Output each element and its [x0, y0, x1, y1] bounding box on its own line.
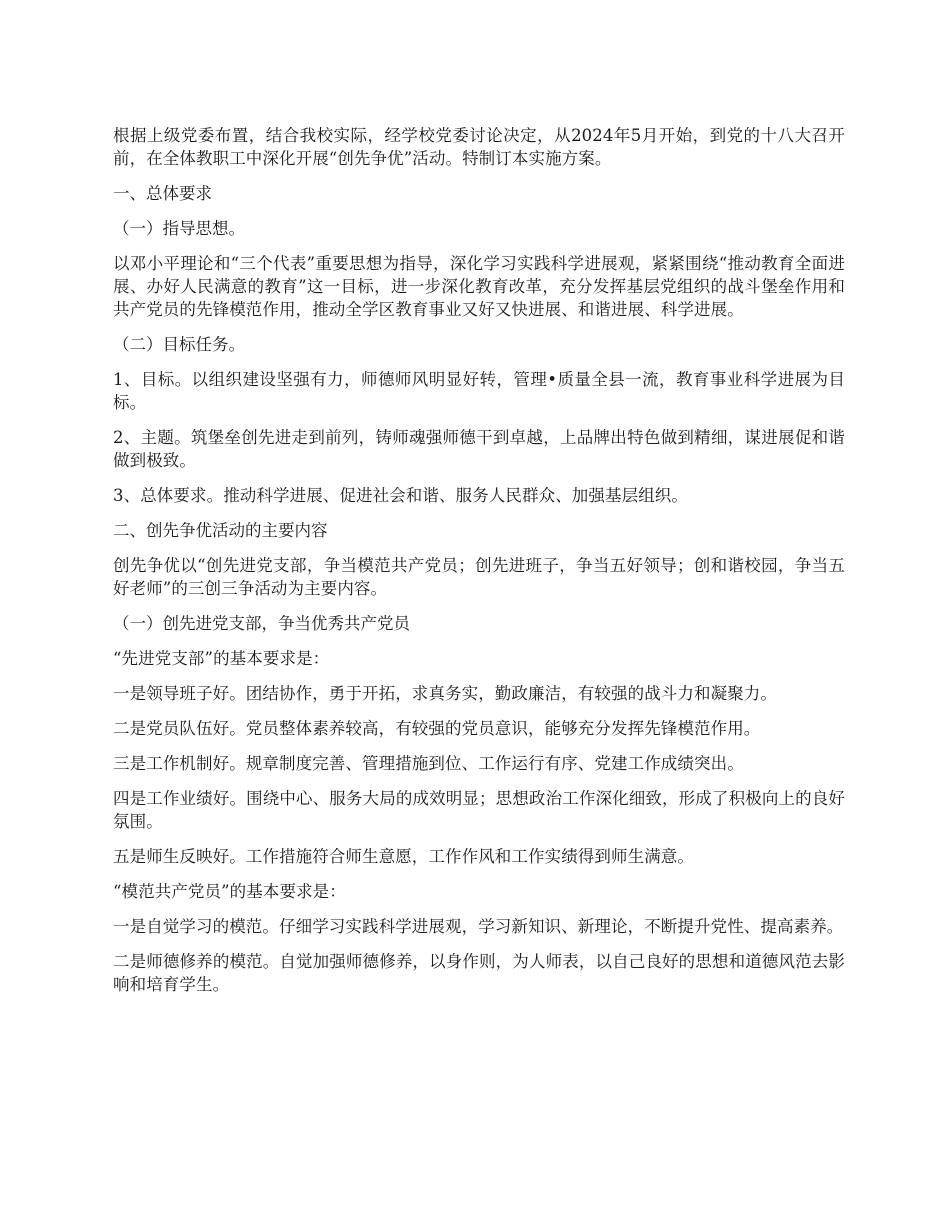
- branch-requirement-5: 五是师生反映好。工作措施符合师生意愿，工作作风和工作实绩得到师生满意。: [113, 847, 694, 866]
- document-page: [113, 124, 845, 1008]
- branch-requirement-4: 四是工作业绩好。围绕中心、服务大局的成效明显；思想政治工作深化细致，形成了积极向上的良好氛围。: [113, 789, 845, 831]
- section-2-title: 二、创先争优活动的主要内容: [113, 521, 328, 540]
- goal-item-2: 2、主题。筑堡垒创先进走到前列，铸师魂强师德干到卓越，上品牌出特色做到精细，谋进展促和谐做到极致。: [113, 428, 845, 470]
- section-2-paragraph: 创先争优以“创先进党支部，争当模范共产党员；创先进班子，争当五好领导；创和谐校园，争当五好老师”的三创三争活动为主要内容。: [113, 556, 845, 598]
- goal-item-3: 3、总体要求。推动科学进展、促进社会和谐、服务人民群众、加强基层组织。: [113, 486, 688, 505]
- section-1-title: 一、总体要求: [113, 184, 212, 203]
- branch-requirement-2: 二是党员队伍好。党员整体素养较高，有较强的党员意识，能够充分发挥先锋模范作用。: [113, 719, 761, 738]
- branch-requirements-title: “先进党支部”的基本要求是：: [113, 649, 330, 668]
- section-1-subsection-2-title: （二）目标任务。: [113, 335, 245, 354]
- member-requirement-1: 一是自觉学习的模范。仔细学习实践科学进展观，学习新知识、新理论，不断提升党性、提高素养。: [113, 917, 844, 936]
- intro-paragraph: 根据上级党委布置，结合我校实际，经学校党委讨论决定，从2024年5月开始，到党的十八大召开前，在全体教职工中深化开展“创先争优”活动。特制订本实施方案。: [113, 126, 845, 168]
- section-2-subsection-1-title: （一）创先进党支部，争当优秀共产党员: [113, 614, 410, 633]
- member-requirement-2: 二是师德修养的模范。自觉加强师德修养，以身作则，为人师表，以自己良好的思想和道德风范去影响和培育学生。: [113, 952, 845, 994]
- goal-item-1: 1、目标。以组织建设坚强有力，师德师风明显好转，管理•质量全县一流，教育事业科学进展为目标。: [113, 370, 845, 412]
- section-1-subsection-1-title: （一）指导思想。: [113, 219, 245, 238]
- branch-requirement-1: 一是领导班子好。团结协作，勇于开拓，求真务实，勤政廉洁，有较强的战斗力和凝聚力。: [113, 684, 777, 703]
- guiding-ideology-paragraph: 以邓小平理论和“三个代表”重要思想为指导，深化学习实践科学进展观，紧紧围绕“推动教育全面进展、办好人民满意的教育”这一目标，进一步深化教育改革，充分发挥基层党组织的战斗堡垒作用和共产党员的先锋模范作用，推动全学区教育事业又好又快进展、和谐进展、科学进展。: [113, 254, 845, 319]
- branch-requirement-3: 三是工作机制好。规章制度完善、管理措施到位、工作运行有序、党建工作成绩突出。: [113, 754, 744, 773]
- member-requirements-title: “模范共产党员”的基本要求是：: [113, 882, 346, 901]
